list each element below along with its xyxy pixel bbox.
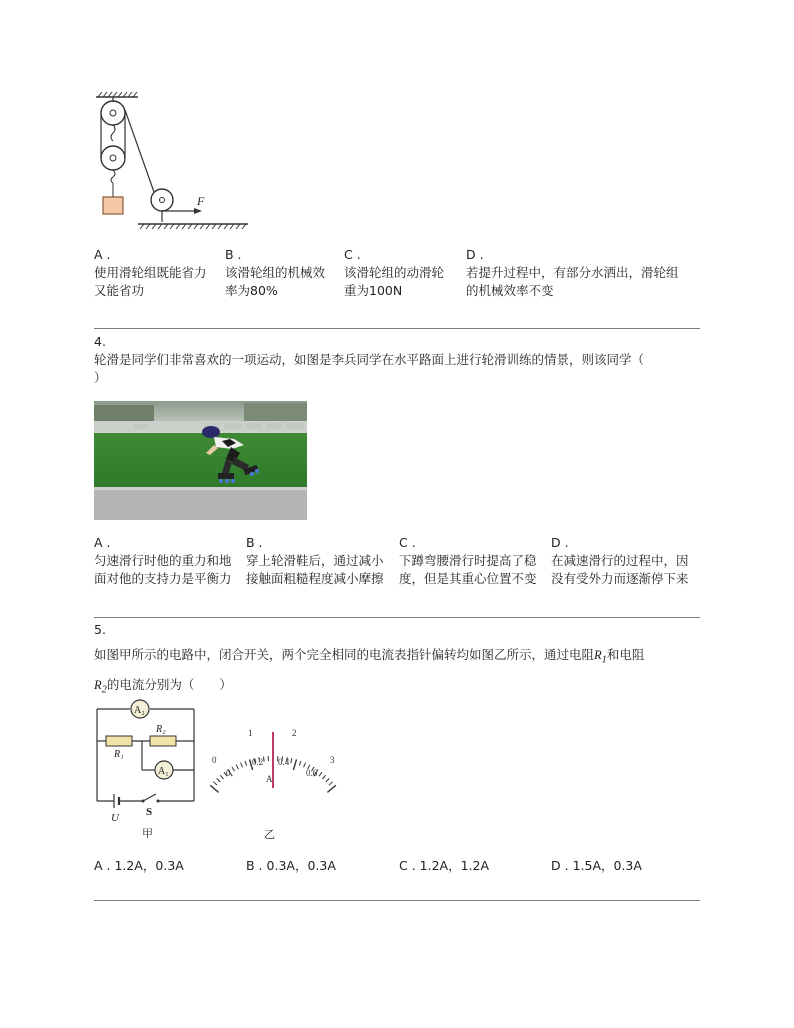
q5-option-b[interactable] [246, 857, 336, 875]
bottom-scale-label: 0 [226, 768, 231, 778]
dial-tick [329, 782, 333, 786]
question-number: 5. [94, 622, 106, 637]
option-text: 没有受外力而逐渐停下来 [551, 571, 689, 586]
question-stem [94, 643, 706, 702]
option-text: 接触面粗糙程度减小摩擦 [246, 571, 384, 586]
option-text: 度，但是其重心位置不变 [399, 571, 537, 586]
option-text: 该滑轮组的动滑轮 [344, 265, 445, 280]
option-text: 率为80% [225, 283, 278, 298]
voltage-label: U [111, 812, 119, 824]
q3-option-b[interactable] [225, 246, 340, 300]
divider [94, 328, 700, 329]
option-text: 又能省功 [94, 283, 145, 298]
option-letter: B . [225, 247, 242, 262]
dial-tick [323, 775, 326, 779]
stem-text: 的电流分别为（ ） [106, 676, 232, 692]
dial-tick [291, 758, 292, 763]
r1-label: R₁ [114, 749, 124, 760]
dial-tick [299, 761, 301, 766]
option-text: 1.2A，1.2A [419, 858, 490, 873]
option-text: 在减速滑行的过程中，因 [551, 553, 689, 568]
option-letter: C . [399, 858, 416, 873]
switch-label: S [146, 806, 153, 818]
r2-subscript: 2 [101, 684, 107, 695]
dial-tick [213, 782, 217, 786]
option-letter: B . [246, 858, 263, 873]
bottom-scale-label: 0.2 [252, 757, 264, 767]
option-text: 匀速滑行时他的重力和地 [94, 553, 232, 568]
dial-tick [241, 763, 243, 768]
bottom-scale-label: 0.6 [306, 768, 318, 778]
dial-tick [220, 775, 223, 779]
option-text: 穿上轮滑鞋后，通过减小 [246, 553, 384, 568]
dial-tick [319, 772, 322, 776]
option-letter: A . [94, 535, 111, 550]
dial-tick [232, 767, 235, 771]
figure-caption: 乙 [264, 828, 275, 841]
ammeter-a2-label: A₂ [134, 705, 145, 716]
pulley-figure [92, 88, 262, 238]
unit-label: A [266, 774, 273, 784]
option-letter: D . [466, 247, 484, 262]
divider [94, 900, 700, 901]
question-stem [94, 351, 704, 387]
q5-option-d[interactable] [551, 857, 642, 875]
option-text: 面对他的支持力是平衡力 [94, 571, 232, 586]
top-scale-label: 3 [330, 755, 335, 765]
option-text: 下蹲弯腰滑行时提高了稳 [399, 553, 537, 568]
option-letter: A . [94, 858, 111, 873]
ammeter-a1-label: A₁ [158, 766, 169, 777]
q5-option-c[interactable] [399, 857, 489, 875]
q3-option-a[interactable] [94, 246, 222, 300]
option-text: 的机械效率不变 [466, 283, 554, 298]
q3-option-d[interactable] [466, 246, 702, 300]
circuit-diagram [92, 697, 202, 842]
option-letter: C . [399, 535, 416, 550]
q4-option-b[interactable] [246, 534, 398, 588]
top-scale-label: 0 [212, 755, 217, 765]
option-letter: D . [551, 535, 569, 550]
option-letter: C . [344, 247, 361, 262]
dial-tick [293, 759, 296, 770]
dial-tick [327, 785, 335, 792]
stem-text: 和电阻 [606, 647, 645, 662]
q5-option-a[interactable] [94, 857, 184, 875]
option-text: 1.2A，0.3A [114, 858, 184, 873]
option-letter: A . [94, 247, 111, 262]
q4-option-d[interactable] [551, 534, 703, 588]
option-letter: B . [246, 535, 263, 550]
option-text: 重为100N [344, 283, 403, 298]
bottom-scale-label: 0.4 [278, 757, 290, 767]
stem-line: 轮滑是同学们非常喜欢的一项运动，如图是李兵同学在水平路面上进行轮滑训练的情景，则该同学（ [94, 352, 645, 367]
divider [94, 617, 700, 618]
force-label: F [197, 194, 205, 208]
stem-text: 如图甲所示的电路中，闭合开关，两个完全相同的电流表指针偏转均如图乙所示，通过电阻 [94, 647, 595, 662]
dial-tick [304, 763, 306, 768]
dial-tick [217, 778, 221, 782]
option-text: 使用滑轮组既能省力 [94, 265, 207, 280]
question-number: 4. [94, 334, 106, 349]
r2-symbol: R [94, 677, 102, 692]
top-scale-label: 1 [248, 728, 253, 738]
dial-tick [245, 761, 247, 766]
stem-line: ） [94, 370, 107, 385]
r1-subscript: 1 [601, 654, 607, 666]
q4-option-c[interactable] [399, 534, 551, 588]
option-text: 若提升过程中，有部分水洒出，滑轮组 [466, 265, 679, 280]
dial-tick [210, 785, 218, 792]
rollerblade-photo [94, 401, 307, 520]
dial-tick [326, 778, 330, 782]
option-text: 0.3A，0.3A [266, 858, 336, 873]
dial-tick [264, 757, 265, 762]
top-scale-label: 2 [292, 728, 297, 738]
dial-tick [236, 765, 238, 770]
figure-caption: 甲 [142, 827, 153, 840]
option-text: 1.5A，0.3A [572, 858, 642, 873]
option-letter: D . [551, 858, 569, 873]
r2-label: R₂ [156, 724, 166, 735]
q3-option-c[interactable] [344, 246, 462, 300]
r1-symbol: R [594, 648, 602, 662]
q4-option-a[interactable] [94, 534, 246, 588]
ammeter-dial [208, 720, 343, 842]
option-text: 该滑轮组的机械效 [225, 265, 326, 280]
